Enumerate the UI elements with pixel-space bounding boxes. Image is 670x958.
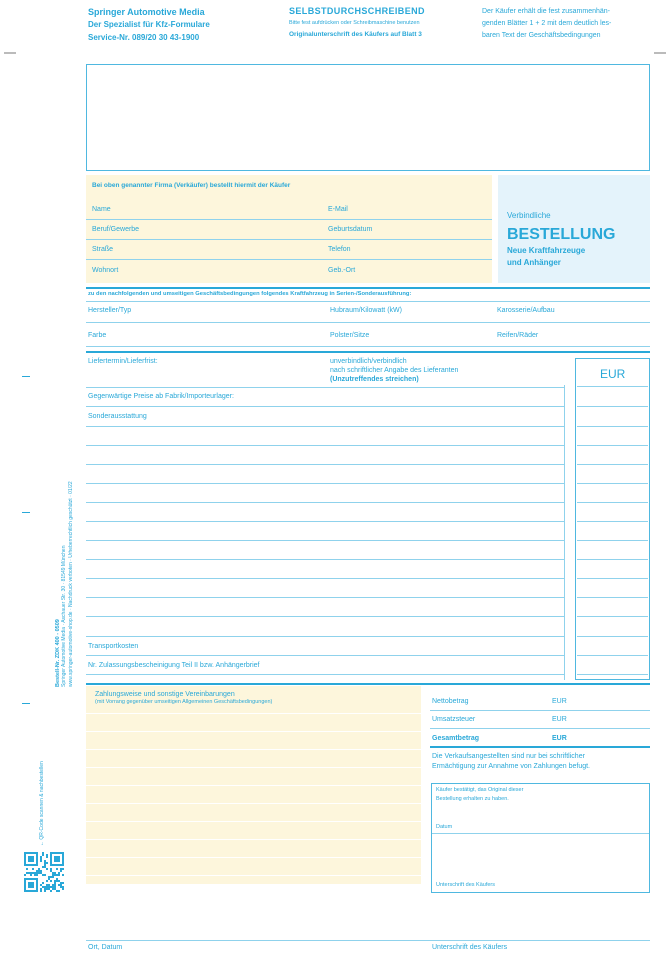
company-tagline: Der Spezialist für Kfz-Formulare: [88, 20, 210, 29]
eur-cell-line[interactable]: [577, 578, 648, 579]
confirmation-date-line[interactable]: [432, 833, 649, 834]
confirmation-text: Käufer bestätigt, das Original dieser: [436, 787, 524, 793]
eur-cell-line[interactable]: [577, 540, 648, 541]
residence-label: Wohnort: [92, 267, 119, 274]
payment-subtitle: (mit Vorrang gegenüber umseitigen Allgemeinen Geschäftsbedingungen): [95, 699, 273, 705]
eur-cell-line[interactable]: [577, 597, 648, 598]
title-binding: Verbindliche: [507, 211, 551, 220]
price-line[interactable]: [86, 521, 564, 522]
price-line[interactable]: [86, 674, 564, 675]
price-line[interactable]: [86, 483, 564, 484]
upholstery-label: Polster/Sitze: [330, 332, 370, 339]
tires-label: Reifen/Räder: [497, 332, 539, 339]
vat-currency: EUR: [552, 716, 567, 723]
transport-label: Transportkosten: [88, 643, 139, 650]
buyer-note: Der Käufer erhält die fest zusammenhän-: [482, 8, 611, 15]
email-label: E-Mail: [328, 206, 348, 213]
body-label: Karosserie/Aufbau: [497, 307, 555, 314]
name-label: Name: [92, 206, 111, 213]
payment-line[interactable]: [86, 803, 421, 804]
total-currency: EUR: [552, 735, 567, 742]
net-label: Nettobetrag: [432, 698, 469, 705]
price-line[interactable]: [86, 406, 564, 407]
payment-line[interactable]: [86, 713, 421, 714]
payment-line[interactable]: [86, 821, 421, 822]
payment-line[interactable]: [86, 749, 421, 750]
section-rule: [86, 683, 650, 685]
document-subtitle: und Anhänger: [507, 258, 561, 267]
registration-label: Nr. Zulassungsbescheinigung Teil II bzw. Anhängerbrief: [88, 662, 260, 669]
net-currency: EUR: [552, 698, 567, 705]
seller-address-box[interactable]: [86, 64, 650, 171]
payment-line[interactable]: [86, 767, 421, 768]
qr-code-icon[interactable]: [24, 852, 64, 892]
profession-line[interactable]: [86, 239, 492, 240]
price-line[interactable]: [86, 464, 564, 465]
price-line[interactable]: [86, 540, 564, 541]
imprint: www.springer-automotive-shop.de · Nachdruck verboten · Urheberrechtlich geschützt · 01/22: [68, 481, 74, 687]
fold-mark: [4, 52, 16, 54]
total-label: Gesamtbetrag: [432, 735, 480, 742]
phone-label: Telefon: [328, 246, 351, 253]
confirmation-text: Bestellung erhalten zu haben.: [436, 796, 509, 802]
binding-option: (Unzutreffendes streichen): [330, 376, 419, 383]
net-line[interactable]: [430, 710, 650, 711]
buyer-note: genden Blätter 1 + 2 mit dem deutlich les-: [482, 20, 612, 27]
fold-mark: [654, 52, 666, 54]
imprint: Springer Automotive Media · Aschauer Str. 30 · 81549 München: [61, 545, 67, 687]
displacement-label: Hubraum/Kilowatt (kW): [330, 307, 402, 314]
street-line[interactable]: [86, 259, 492, 260]
vat-label: Umsatzsteuer: [432, 716, 476, 723]
eur-header: EUR: [600, 367, 626, 381]
total-line[interactable]: [430, 746, 650, 748]
birthplace-label: Geb.-Ort: [328, 267, 356, 274]
eur-cell-line[interactable]: [577, 521, 648, 522]
buyer-intro: Bei oben genannter Firma (Verkäufer) bestellt hiermit der Käufer: [92, 182, 291, 189]
eur-cell-line[interactable]: [577, 559, 648, 560]
section-rule: [86, 301, 650, 302]
buyer-signature-label: Unterschrift des Käufers: [432, 944, 508, 951]
price-line[interactable]: [86, 597, 564, 598]
eur-cell-line: [577, 386, 648, 387]
price-line[interactable]: [86, 578, 564, 579]
special-equipment-label: Sonderausstattung: [88, 413, 147, 420]
vehicle-line[interactable]: [86, 346, 650, 347]
eur-cell-line[interactable]: [577, 464, 648, 465]
confirmation-signature-label: Unterschrift des Käufers: [436, 882, 495, 888]
document-title: BESTELLUNG: [507, 226, 616, 243]
manufacturer-label: Hersteller/Typ: [88, 307, 132, 314]
price-line[interactable]: [86, 426, 564, 427]
document-subtitle: Neue Kraftfahrzeuge: [507, 246, 586, 255]
eur-cell-line[interactable]: [577, 445, 648, 446]
signature-note: Originalunterschrift des Käufers auf Blatt 3: [289, 31, 422, 38]
eur-cell-line[interactable]: [577, 483, 648, 484]
punch-mark: [22, 376, 30, 377]
payment-line[interactable]: [86, 731, 421, 732]
payment-line[interactable]: [86, 785, 421, 786]
binding-option: nach schriftlicher Angabe des Lieferanten: [330, 367, 459, 374]
payment-line[interactable]: [86, 857, 421, 858]
delivery-label: Liefertermin/Lieferfrist:: [88, 358, 158, 365]
color-label: Farbe: [88, 332, 107, 339]
form-instruction: Bitte fest aufdrücken oder Schreibmaschine benutzen: [289, 20, 420, 26]
price-line[interactable]: [86, 445, 564, 446]
binding-option: unverbindlich/verbindlich: [330, 358, 407, 365]
birthdate-label: Geburtsdatum: [328, 226, 373, 233]
eur-cell-line[interactable]: [577, 406, 648, 407]
column-divider: [564, 385, 565, 680]
section-rule: [86, 287, 650, 289]
footer-line: [86, 940, 650, 941]
payment-line[interactable]: [86, 875, 421, 876]
eur-cell-line[interactable]: [577, 502, 648, 503]
name-line[interactable]: [86, 219, 492, 220]
form-type: SELBSTDURCHSCHREIBEND: [289, 6, 425, 16]
payment-authority-note: Die Verkaufsangestellten sind nur bei schriftlicher: [432, 753, 585, 760]
eur-cell-line[interactable]: [577, 636, 648, 637]
profession-label: Beruf/Gewerbe: [92, 226, 140, 233]
payment-line[interactable]: [86, 839, 421, 840]
service-number: Service-Nr. 089/20 30 43-1900: [88, 33, 200, 42]
price-line[interactable]: [86, 387, 564, 388]
vehicle-line[interactable]: [86, 322, 650, 323]
punch-mark: [22, 703, 30, 704]
punch-mark: [22, 512, 30, 513]
eur-cell-line[interactable]: [577, 616, 648, 617]
eur-cell-line[interactable]: [577, 426, 648, 427]
eur-cell-line[interactable]: [577, 655, 648, 656]
company-name: Springer Automotive Media: [88, 7, 205, 17]
price-line[interactable]: [86, 502, 564, 503]
payment-authority-note: Ermächtigung zur Annahme von Zahlungen befugt.: [432, 763, 590, 770]
buyer-section: [86, 175, 492, 283]
place-date-label: Ort, Datum: [88, 944, 123, 951]
current-prices-label: Gegenwärtige Preise ab Fabrik/Importeurlager:: [88, 393, 234, 400]
confirmation-date-label: Datum: [436, 824, 453, 830]
order-number: Bestell-Nr. ZDK 400 - 0509: [55, 619, 61, 687]
price-line[interactable]: [86, 559, 564, 560]
buyer-note: baren Text der Geschäftsbedingungen: [482, 32, 601, 39]
vehicle-intro: zu den nachfolgenden und umseitigen Geschäftsbedingungen folgendes Kraftfahrzeug in Serien-/Sonderausführung:: [88, 291, 412, 297]
payment-title: Zahlungsweise und sonstige Vereinbarungen: [95, 691, 235, 698]
price-line[interactable]: [86, 616, 564, 617]
vat-line[interactable]: [430, 728, 650, 729]
price-line[interactable]: [86, 655, 564, 656]
eur-cell-line[interactable]: [577, 674, 648, 675]
street-label: Straße: [92, 246, 114, 253]
qr-hint: ← QR-Code scannen & nachbestellen: [39, 761, 45, 846]
section-rule: [86, 351, 650, 353]
price-line[interactable]: [86, 636, 564, 637]
